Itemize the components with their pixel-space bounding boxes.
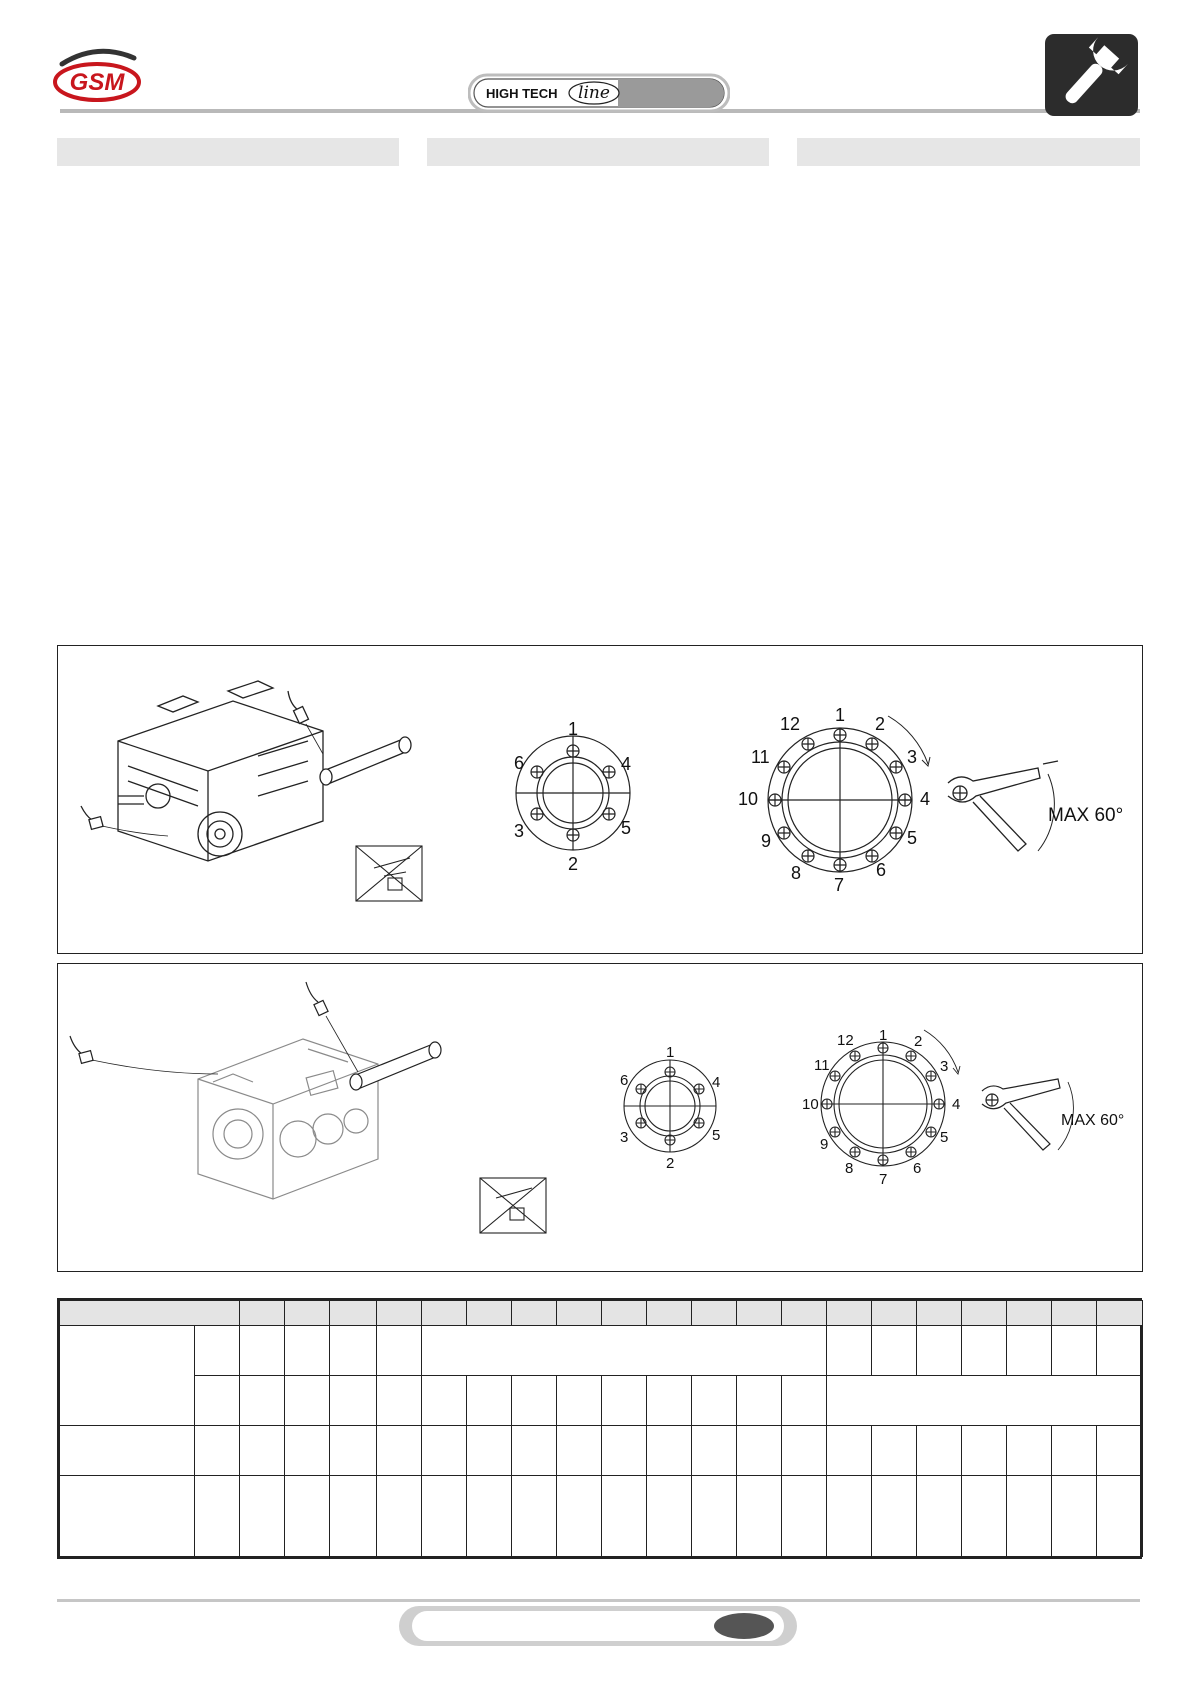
svg-text:GSM: GSM xyxy=(69,69,125,96)
table-header-cell xyxy=(60,1301,240,1326)
bolt12-label-1: 1 xyxy=(835,705,846,725)
bolt6s-label-5: 5 xyxy=(712,1127,721,1144)
bolt12s-label-4: 4 xyxy=(952,1096,961,1113)
table-row xyxy=(60,1376,1143,1426)
bolt6-label-3: 3 xyxy=(514,821,525,841)
figure-top-box xyxy=(57,645,1143,954)
torque-wrench-icon xyxy=(948,761,1058,851)
bolt6-label-4: 4 xyxy=(621,754,632,774)
torque-table xyxy=(57,1298,1142,1559)
column-header-bar-right xyxy=(797,138,1140,166)
bolt12-label-12: 12 xyxy=(780,714,801,734)
table-merged-cell xyxy=(422,1326,827,1376)
footer-rule xyxy=(57,1599,1140,1602)
no-lubricant-icon-2 xyxy=(480,1178,546,1233)
bolt12s-label-8: 8 xyxy=(845,1160,854,1177)
page-number-pill xyxy=(398,1605,798,1647)
bolt12-label-2: 2 xyxy=(875,714,886,734)
column-header-bar-left xyxy=(57,138,399,166)
table-row xyxy=(60,1326,1143,1376)
bolt12s-label-2: 2 xyxy=(914,1033,923,1050)
bolt-pattern-6 xyxy=(516,736,630,850)
bolt6s-label-6: 6 xyxy=(620,1072,629,1089)
bolt12-label-8: 8 xyxy=(791,863,802,883)
bolt12-label-11: 11 xyxy=(751,747,770,767)
bolt12s-label-9: 9 xyxy=(820,1136,829,1153)
series-badge-script: line xyxy=(578,83,610,103)
bolt12s-label-6: 6 xyxy=(913,1160,922,1177)
bolt12-label-3: 3 xyxy=(907,747,918,767)
figure-bottom-box xyxy=(57,963,1143,1272)
bolt12-label-6: 6 xyxy=(876,860,887,880)
bolt6-label-2: 2 xyxy=(568,854,579,874)
angle-label-top: MAX 60° xyxy=(1048,805,1124,826)
bolt12s-label-12: 12 xyxy=(837,1032,854,1049)
bolt6s-label-2: 2 xyxy=(666,1155,675,1172)
shaft-cylinder-2 xyxy=(350,1042,441,1090)
table-merged-cell xyxy=(827,1376,1143,1426)
shaft-cylinder xyxy=(320,737,411,785)
table-row-label xyxy=(60,1426,195,1476)
no-lubricant-icon xyxy=(356,846,422,901)
bolt-pattern-6-small xyxy=(624,1060,716,1152)
bolt12s-label-10: 10 xyxy=(802,1096,819,1113)
bolt6s-label-3: 3 xyxy=(620,1129,629,1146)
gearbox-drawing-large xyxy=(198,1039,378,1199)
gsm-logo xyxy=(52,44,142,104)
bolt12s-label-11: 11 xyxy=(814,1057,830,1074)
bolt12s-label-5: 5 xyxy=(940,1129,949,1146)
bolt12-label-4: 4 xyxy=(920,789,931,809)
torque-wrench-icon-2 xyxy=(982,1079,1073,1150)
bolt12s-label-3: 3 xyxy=(940,1058,949,1075)
cleaning-brush-icon-2 xyxy=(70,982,358,1074)
table-row xyxy=(60,1476,1143,1557)
bolt12-label-5: 5 xyxy=(907,828,918,848)
series-badge-prefix: HIGH TECH xyxy=(486,86,558,101)
bolt12s-label-1: 1 xyxy=(879,1027,888,1044)
table-row-label xyxy=(60,1476,195,1557)
table-header-row xyxy=(60,1301,1143,1326)
bolt6s-label-4: 4 xyxy=(712,1074,721,1091)
table-row xyxy=(60,1426,1143,1476)
column-header-bar-middle xyxy=(427,138,769,166)
bolt12-label-7: 7 xyxy=(834,875,845,895)
bolt-pattern-12 xyxy=(768,716,930,872)
bolt6s-label-1: 1 xyxy=(666,1044,675,1061)
table-row-label xyxy=(60,1326,195,1426)
bolt6-label-6: 6 xyxy=(514,753,525,773)
bolt6-label-5: 5 xyxy=(621,818,632,838)
cleaning-brush-icon xyxy=(81,691,323,836)
bolt12-label-10: 10 xyxy=(738,789,759,809)
maintenance-wrench-icon xyxy=(1045,34,1138,116)
high-tech-line-badge xyxy=(468,73,730,113)
bolt6-label-1: 1 xyxy=(568,719,579,739)
bolt12-label-9: 9 xyxy=(761,831,772,851)
bolt12s-label-7: 7 xyxy=(879,1171,888,1188)
torque-table-grid xyxy=(59,1300,1143,1557)
angle-label-bottom: MAX 60° xyxy=(1061,1112,1125,1129)
